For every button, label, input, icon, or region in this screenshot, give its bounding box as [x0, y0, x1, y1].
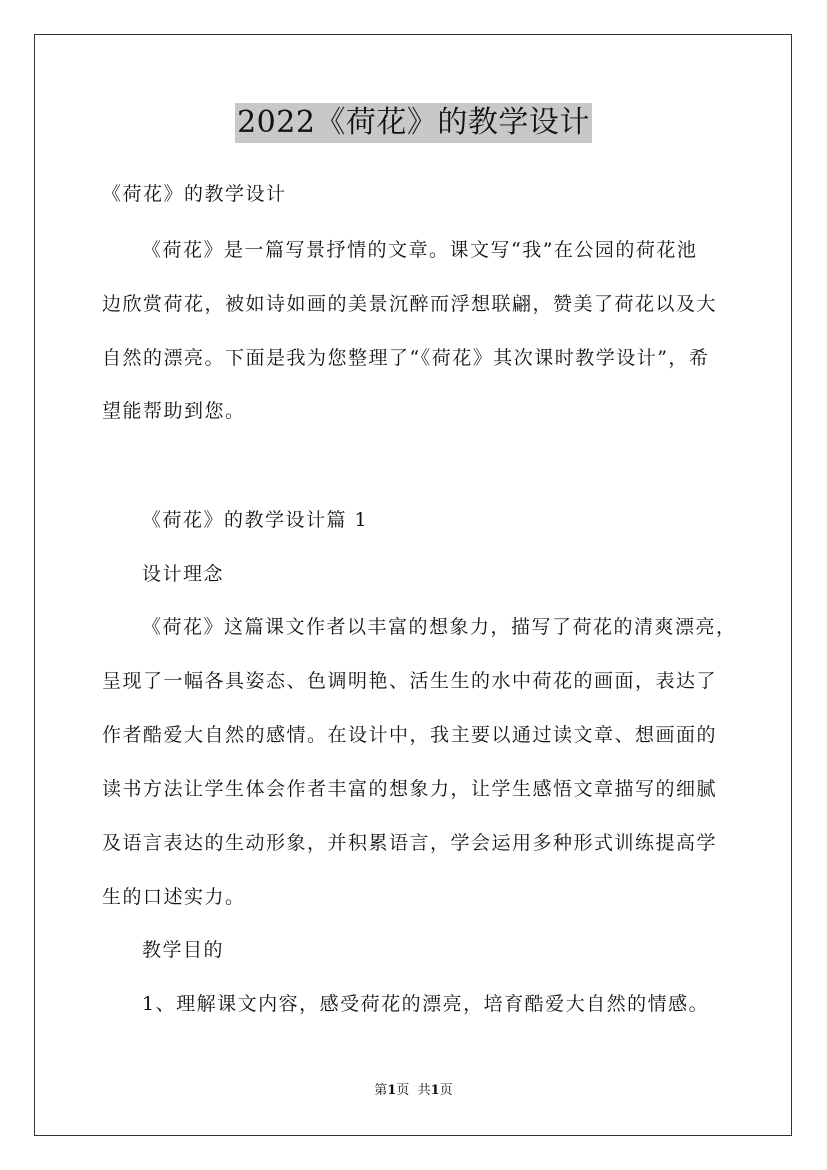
design-line-6: 生的口述实力。	[102, 886, 246, 908]
design-line-4: 读书方法让学生体会作者丰富的想象力，让学生感悟文章描写的细腻	[102, 778, 718, 800]
intro-line-2: 边欣赏荷花，被如诗如画的美景沉醉而浮想联翩，赞美了荷花以及大	[102, 293, 718, 315]
footer-total-prefix: 共	[417, 1083, 431, 1098]
document-title-text: 2022《荷花》的教学设计	[235, 103, 592, 143]
design-line-1: 《荷花》这篇课文作者以丰富的想象力，描写了荷花的清爽漂亮，	[142, 616, 737, 638]
design-heading: 设计理念	[142, 563, 225, 585]
intro-line-1: 《荷花》是一篇写景抒情的文章。课文写“我”在公园的荷花池	[142, 239, 698, 261]
footer-page-number: 1	[387, 1083, 397, 1098]
design-line-3: 作者酷爱大自然的感情。在设计中，我主要以通过读文章、想画面的	[102, 724, 718, 746]
document-title	[0, 102, 827, 143]
design-line-5: 及语言表达的生动形象，并积累语言，学会运用多种形式训练提高学	[102, 832, 718, 854]
goal-heading: 教学目的	[142, 939, 225, 961]
footer-page-suffix: 页	[396, 1083, 410, 1098]
page-footer	[0, 1082, 827, 1100]
goal-item-1: 1、理解课文内容，感受荷花的漂亮，培育酷爱大自然的情感。	[142, 993, 710, 1015]
intro-line-4: 望能帮助到您。	[102, 400, 246, 422]
section-heading: 《荷花》的教学设计篇 1	[142, 509, 369, 531]
document-subtitle: 《荷花》的教学设计	[102, 183, 287, 205]
footer-page-prefix: 第	[374, 1083, 388, 1098]
design-line-2: 呈现了一幅各具姿态、色调明艳、活生生的水中荷花的画面，表达了	[102, 670, 718, 692]
footer-total-suffix: 页	[439, 1083, 453, 1098]
intro-line-3: 自然的漂亮。下面是我为您整理了“《荷花》其次课时教学设计”，希	[102, 347, 710, 369]
footer-total-number: 1	[430, 1083, 440, 1098]
